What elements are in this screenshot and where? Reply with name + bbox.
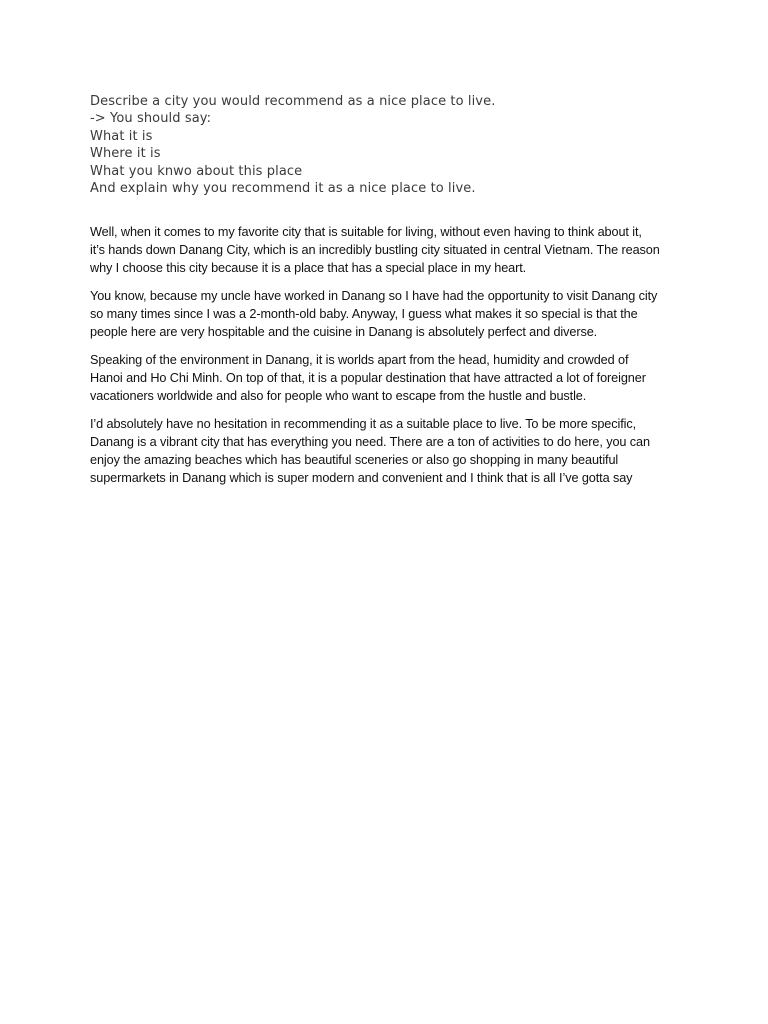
answer-paragraph-environment	[90, 351, 680, 405]
answer-line: people here are very hospitable and the cuisine in Danang is absolutely perfect and diverse.	[90, 325, 598, 339]
prompt-point-where: Where it is	[90, 146, 161, 162]
answer-paragraph-intro	[90, 223, 680, 277]
answer-paragraph-conclusion	[90, 415, 680, 487]
cue-card-prompt	[90, 93, 690, 197]
prompt-instruction: -> You should say:	[90, 111, 212, 127]
answer-body	[90, 223, 680, 497]
answer-line: You know, because my uncle have worked in Danang so I have had the opportunity to visit Danang city	[90, 289, 658, 303]
answer-line: it’s hands down Danang City, which is an incredibly bustling city situated in central Vietnam. The reason	[90, 243, 660, 257]
answer-paragraph-uncle	[90, 287, 680, 341]
answer-line: Well, when it comes to my favorite city that is suitable for living, without even having to think about it,	[90, 225, 642, 239]
prompt-point-knowledge: What you knwo about this place	[90, 163, 303, 179]
answer-line: Hanoi and Ho Chi Minh. On top of that, it is a popular destination that have attracted a lot of foreigner	[90, 371, 646, 385]
answer-line: enjoy the amazing beaches which has beautiful sceneries or also go shopping in many beautiful	[90, 453, 619, 467]
prompt-point-explain: And explain why you recommend it as a nice place to live.	[90, 181, 476, 197]
answer-line: Speaking of the environment in Danang, it is worlds apart from the head, humidity and crowded of	[90, 353, 629, 367]
answer-line: vacationers worldwide and also for people who want to escape from the hustle and bustle.	[90, 389, 587, 403]
prompt-topic: Describe a city you would recommend as a nice place to live.	[90, 94, 496, 109]
answer-line: why I choose this city because it is a place that has a special place in my heart.	[90, 261, 527, 275]
answer-line: I’d absolutely have no hesitation in recommending it as a suitable place to live. To be more specific,	[90, 417, 637, 431]
prompt-point-what: What it is	[90, 128, 153, 144]
answer-line: supermarkets in Danang which is super modern and convenient and I think that is all I’ve gotta say	[90, 471, 633, 485]
answer-line: Danang is a vibrant city that has everything you need. There are a ton of activities to do here, you can	[90, 435, 650, 449]
answer-line: so many times since I was a 2-month-old baby. Anyway, I guess what makes it so special is that the	[90, 307, 638, 321]
